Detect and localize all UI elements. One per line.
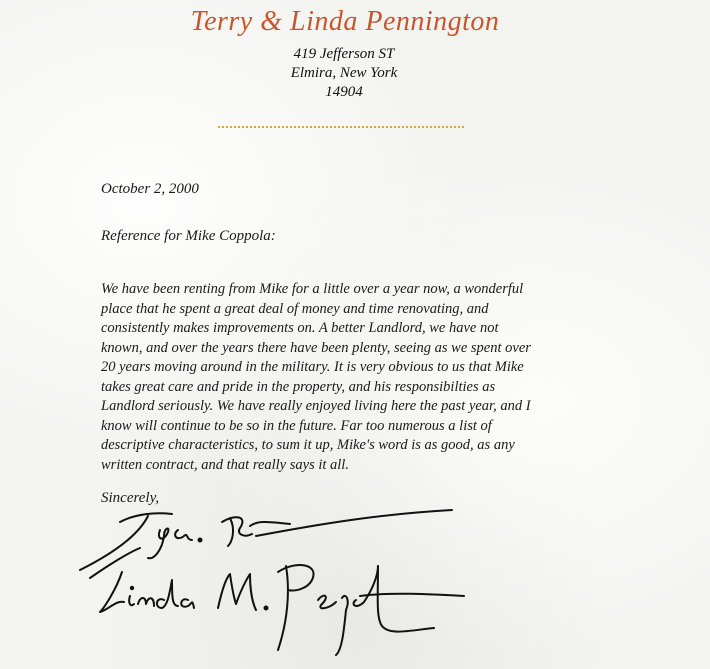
letter-reference: Reference for Mike Coppola: <box>101 228 276 244</box>
body-line: known, and over the years there have been plenty, seeing as we spent over <box>101 339 531 356</box>
body-line: We have been renting from Mike for a little over a year now, a wonderful <box>101 281 524 297</box>
signature-linda <box>100 565 464 655</box>
body-line: descriptive characteristics, to sum it up, Mike's word is as good, as any <box>101 437 515 453</box>
body-line: Landlord seriously. We have really enjoyed living here the past year, and I <box>101 398 531 414</box>
body-line: 20 years moving around in the military. It is very obvious to us that Mike <box>101 359 524 375</box>
letter-date: October 2, 2000 <box>101 181 199 197</box>
letterhead-divider <box>218 126 464 128</box>
body-line: place that he spent a great deal of money and time renovating, and <box>101 300 489 317</box>
letter-body <box>101 280 601 475</box>
body-line: written contract, and that really says it all. <box>101 456 349 473</box>
address-city-state: Elmira, New York <box>290 65 398 81</box>
body-line: know will continue to be so in the future. Far too numerous a list of <box>101 417 492 434</box>
signature-terry <box>80 510 452 578</box>
handwritten-signatures <box>60 500 500 660</box>
body-line: takes great care and pride in the property, and his responsibilties as <box>101 378 496 395</box>
letter-closing: Sincerely, <box>101 490 160 506</box>
body-line: consistently makes improvements on. A better Landlord, we have not <box>101 320 499 336</box>
address-street: 419 Jefferson ST <box>293 46 395 62</box>
letterhead-name: Terry & Linda Pennington <box>190 6 500 37</box>
address-zip: 14904 <box>325 84 363 100</box>
